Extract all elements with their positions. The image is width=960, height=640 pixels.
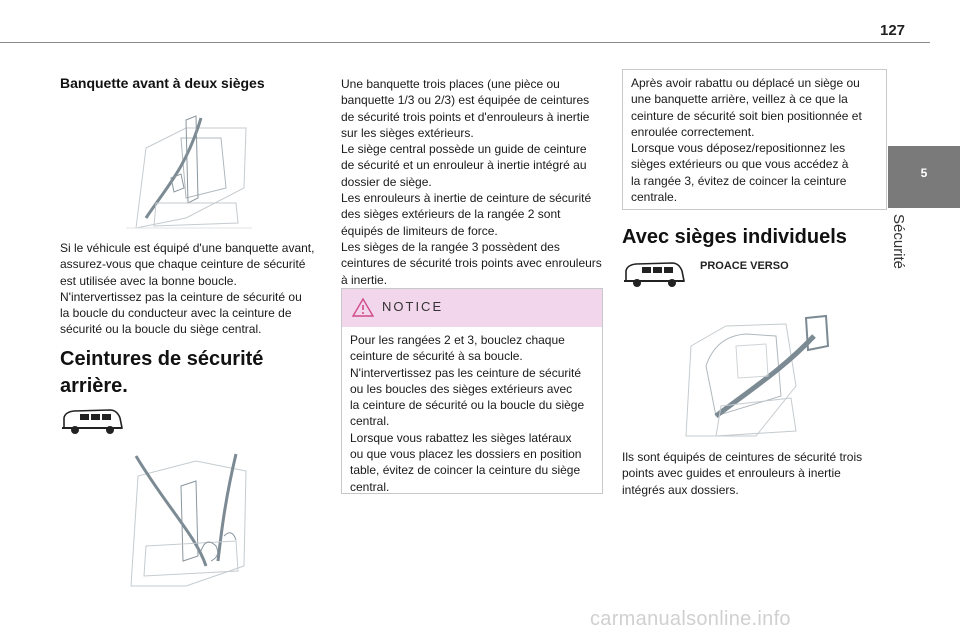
notice-header [342,289,602,327]
rear-seatbelts-illustration [126,446,252,590]
header-divider [0,42,930,43]
info-box [622,69,887,210]
chapter-label [890,214,910,294]
individual-seats-paragraph: Ils sont équipés de ceintures de sécurité trois points avec guides et enrouleurs à inertie intégrés aux dossiers. [622,450,863,497]
notice-title: NOTICE [382,299,444,314]
info-text: Après avoir rabattu ou déplacé un siège ou une banquette arrière, veillez à ce que la ceinture de sécurité soit bien positionnée et enroulée correctement. Lorsque vous déposez/repositionnez les sièges extérieurs ou que vous accédez à la rangée 3, évitez de coincer la ceinture centrale. [631,76,862,205]
section-title-rear-belts-line1: Ceintures de sécurité [60,348,264,370]
notice-text: Pour les rangées 2 et 3, bouclez chaque ceinture de sécurité à sa boucle. N'intervertissez pas les ceinture de sécurité ou les boucles des sièges extérieurs avec la ceinture de sécurité ou la boucle du siège central. Lorsque vous rabattez les sièges latéraux ou que vous placez les dossiers en position table, évitez de coincer la ceinture du siège central. [350,333,585,494]
individual-seat-seatbelt-illustration [676,306,836,442]
notice-box [341,288,603,494]
front-bench-paragraph: Si le véhicule est équipé d'une banquette avant, assurez-vous que chaque ceinture de sécurité est utilisée avec la bonne boucle. N'intervertissez pas la ceinture de sécurité ou la boucle du conducteur avec la ceinture de sécurité ou la boucle du siège central. [60,241,315,337]
watermark: carmanualsonline.info [590,608,791,630]
vehicle-model-label: PROACE VERSO [700,260,789,272]
front-bench-seatbelt-illustration [126,108,252,236]
chapter-label-text: Sécurité [890,214,907,270]
warning-icon [352,297,374,317]
van-icon-proace [622,259,686,289]
chapter-number: 5 [920,166,928,180]
section-heading-front-bench: Banquette avant à deux sièges [60,75,265,91]
section-heading-individual-seats: Avec sièges individuels [622,226,847,248]
page-number: 127 [880,22,906,39]
section-title-rear-belts-line2: arrière. [60,375,128,397]
van-icon [60,406,124,436]
rear-bench-paragraph: Une banquette trois places (une pièce ou banquette 1/3 ou 2/3) est équipée de ceintures de sécurité trois points et d'enrouleurs à inertie sur les sièges extérieurs. Le siège central possède un guide de ceinture de sécurité et un enrouleur à inertie intégré au dossier de siège. Les enrouleurs à inertie de ceinture de sécurité des sièges extérieurs de la rangée 2 sont équipés de limiteurs de force. Les sièges de la rangée 3 possèdent des ceintures de sécurité trois points avec enrouleurs à inertie. [341,77,602,287]
